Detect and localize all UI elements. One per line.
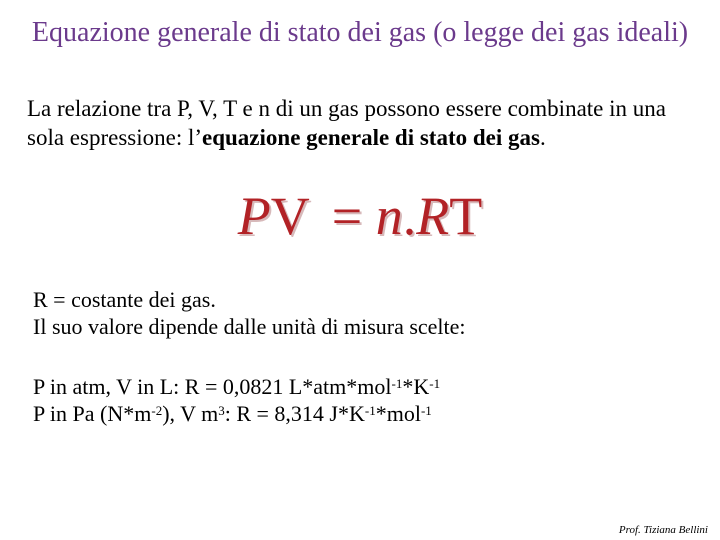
formula-r: R: [416, 186, 450, 246]
intro-bold-term: equazione generale di stato dei gas: [202, 125, 540, 150]
r-value-pa-text4: *mol: [375, 401, 421, 426]
author-footer: Prof. Tiziana Bellini: [618, 524, 708, 536]
r-definition-line2: Il suo valore dipende dalle unità di misura scelte:: [33, 314, 466, 339]
intro-paragraph: [27, 94, 707, 152]
r-value-pa-text3: : R = 8,314 J*K: [224, 401, 365, 426]
formula-equals: =: [331, 186, 363, 246]
r-definition: [33, 286, 466, 340]
formula-v: V: [270, 186, 310, 246]
r-value-pa-text2: ), V m: [162, 401, 219, 426]
r-value-atm-text2: *K: [402, 374, 430, 399]
r-definition-line1: R = costante dei gas.: [33, 287, 216, 312]
r-value-pa-sup2: 3: [218, 403, 225, 418]
intro-end: .: [539, 125, 546, 150]
r-value-atm-sup1: -1: [391, 376, 403, 391]
r-value-pa-text: P in Pa (N*m: [33, 401, 152, 426]
r-value-pa: [33, 400, 440, 427]
r-value-pa-sup3: -1: [364, 403, 376, 418]
ideal-gas-formula: PV = n.RT: [237, 186, 483, 246]
formula-n: n: [375, 186, 403, 246]
r-value-pa-sup4: -1: [420, 403, 432, 418]
r-value-atm-text: P in atm, V in L: R = 0,0821 L*atm*mol: [33, 374, 392, 399]
formula-p: P: [237, 186, 271, 246]
r-value-atm: [33, 373, 440, 400]
r-value-pa-sup1: -2: [151, 403, 163, 418]
r-values: [33, 373, 440, 427]
slide-title: Equazione generale di stato dei gas (o legge dei gas ideali): [31, 17, 689, 48]
intro-text: La relazione tra P, V, T e n di un gas possono essere combinate in una sola espressione: l’: [27, 96, 666, 150]
r-value-atm-sup2: -1: [429, 376, 441, 391]
formula-t: T: [449, 186, 483, 246]
